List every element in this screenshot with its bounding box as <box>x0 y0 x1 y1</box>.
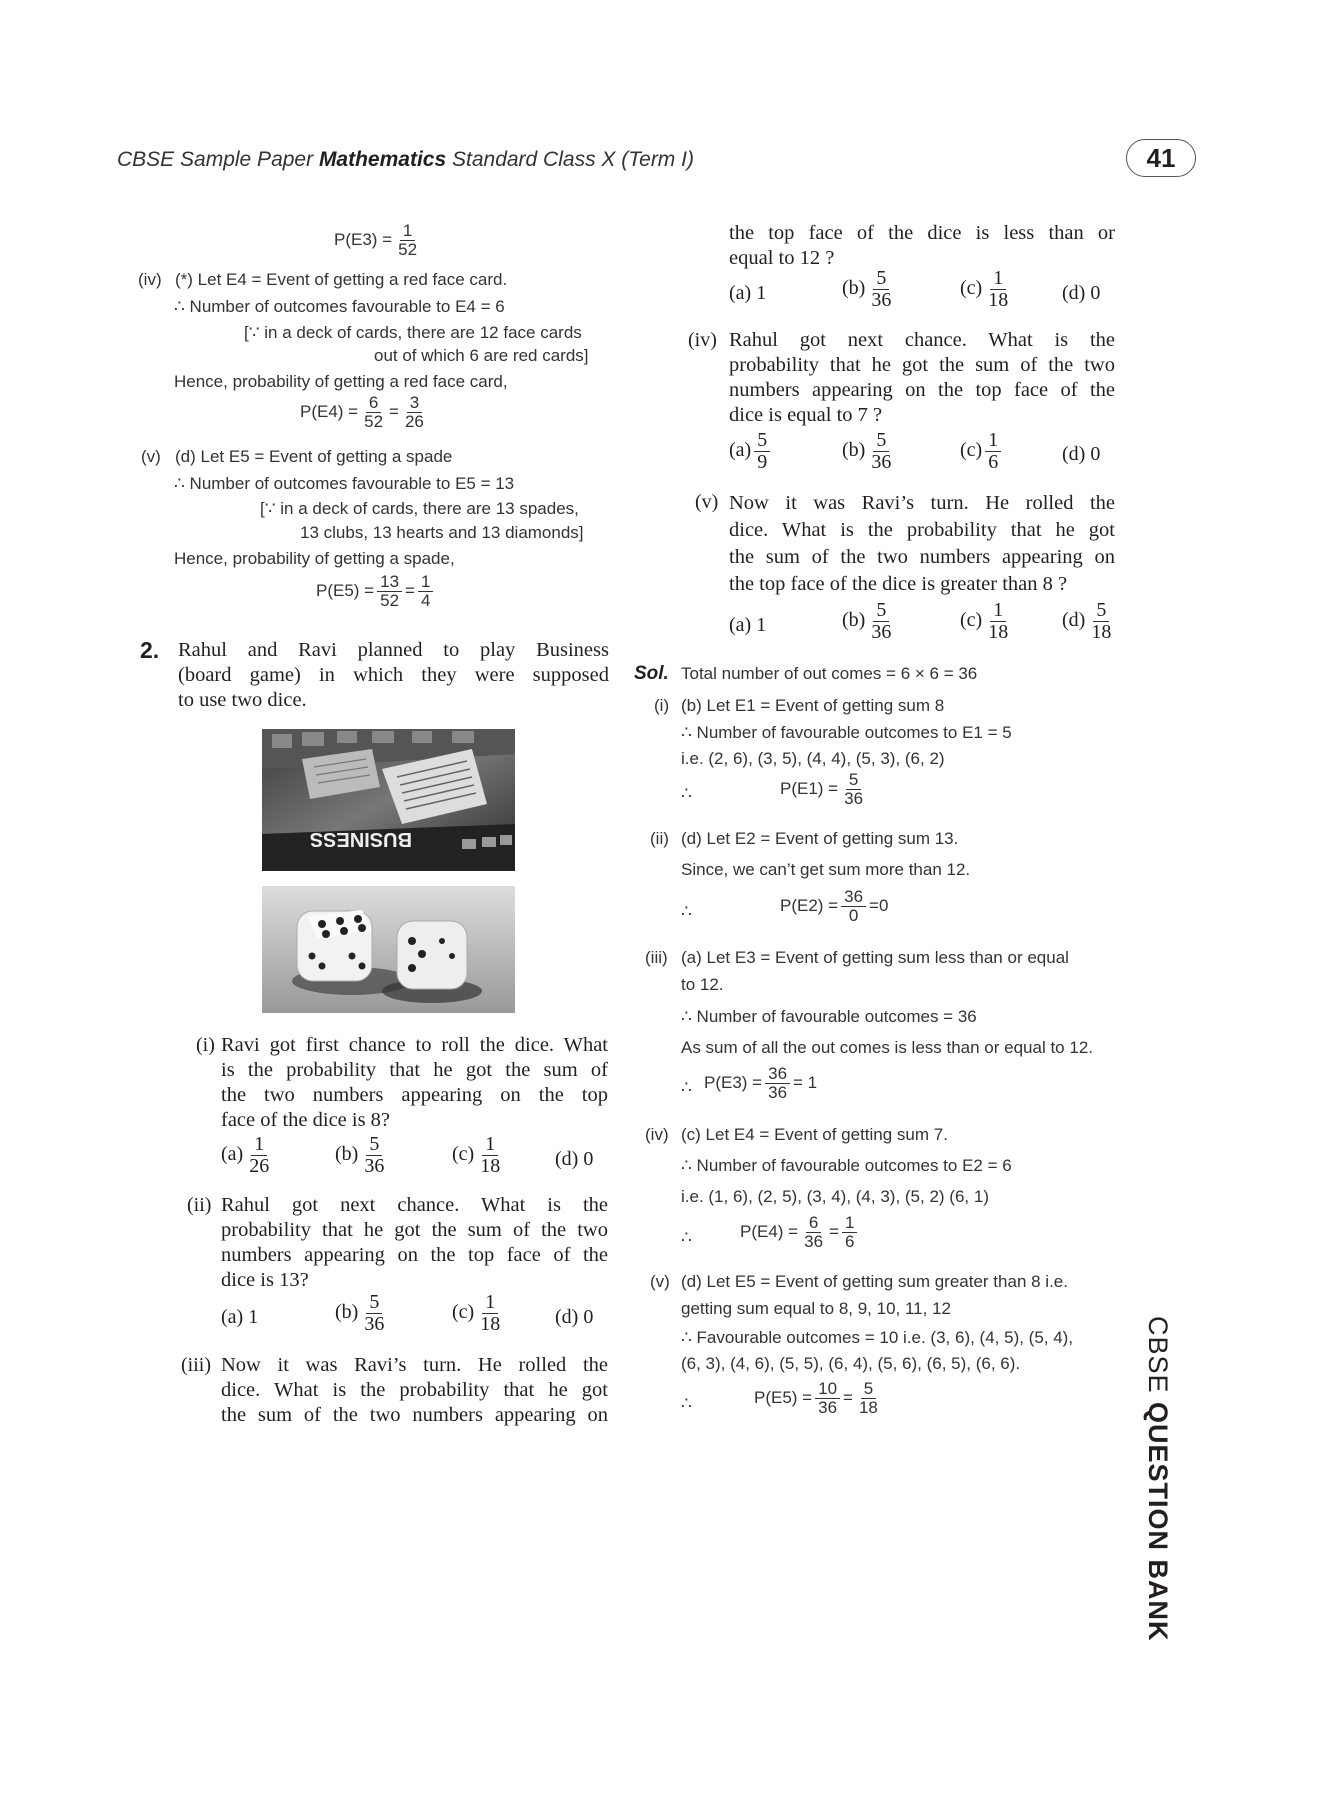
q-ii-text: Rahul got next chance. What is the probability that he got the sum of the two numbers appearing on the top face of the dice is 13? <box>221 1194 608 1291</box>
board-logo-text: BUSINESS <box>309 828 412 850</box>
q-v-option-d[interactable]: (d) $\frac{5}{18}$ <box>1062 599 1112 643</box>
equation-sol-pe2: P(E2) = $\frac{36}{0}$ =0 <box>780 887 889 925</box>
q-i-option-a[interactable]: (a) $\frac{1}{26}$ <box>221 1133 270 1177</box>
sol-v-line2: ∴ Number of outcomes favourable to E5 = 13 <box>174 474 515 493</box>
q-ii-label: (ii) <box>187 1194 212 1216</box>
q-iv-option-d[interactable]: (d) 0 <box>1062 443 1101 465</box>
q-iii-text: Now it was Ravi’s turn. He rolled the dice. What is the probability that he got the sum of the two numbers appearing on <box>221 1354 608 1426</box>
equation-sol-pe1: P(E1) = $\frac{5}{36}$ <box>780 770 864 808</box>
equation-pe3: P(E3) = $\frac{1}{52}$ <box>334 221 418 259</box>
sol-v-line1: (d) Let E5 = Event of getting a spade <box>175 447 453 466</box>
q-iv-label: (iv) <box>688 329 717 351</box>
q-ii-option-c[interactable]: (c) $\frac{1}{18}$ <box>452 1291 501 1335</box>
sol-iii-line3: ∴ Number of favourable outcomes = 36 <box>681 1007 977 1026</box>
equation-pe4: P(E4) = $\frac{6}{52}$ = $\frac{3}{26}$ <box>300 393 424 431</box>
sol-v-right-line1: (d) Let E5 = Event of getting sum greater than 8 i.e. <box>681 1272 1068 1291</box>
q-iii-label: (iii) <box>181 1354 211 1376</box>
board-game-photo <box>262 729 515 871</box>
sol-iv-right-line2: ∴ Number of favourable outcomes to E2 = 6 <box>681 1156 1012 1175</box>
sol-i-line2: ∴ Number of favourable outcomes to E1 = 5 <box>681 723 1012 742</box>
q-i-text: Ravi got first chance to roll the dice. What is the probability that he got the sum of the two numbers appearing on the top face of the dice is 8? <box>221 1034 608 1131</box>
q-iii-option-c[interactable]: (c) $\frac{1}{18}$ <box>960 267 1009 311</box>
q-iii-option-d[interactable]: (d) 0 <box>1062 282 1101 304</box>
q-iv-option-a[interactable]: (a) $\frac{5}{9}$ <box>729 430 773 473</box>
q-iii-option-b[interactable]: (b) $\frac{5}{36}$ <box>842 267 892 311</box>
equation-sol-pe3: P(E3) = $\frac{36}{36}$ = 1 <box>704 1064 818 1102</box>
sol-v-label-right: (v) <box>650 1272 670 1291</box>
sol-iii-label: (iii) <box>645 948 668 967</box>
q-ii-option-b[interactable]: (b) $\frac{5}{36}$ <box>335 1291 385 1335</box>
sol-v-right-line4: (6, 3), (4, 6), (5, 5), (6, 4), (5, 6), (6, 5), (6, 6). <box>681 1354 1021 1373</box>
sol-iv-line5: Hence, probability of getting a red face card, <box>174 372 508 391</box>
sol-iii-line1: (a) Let E3 = Event of getting sum less than or equal <box>681 948 1069 967</box>
sol-iv-label-right: (iv) <box>645 1125 669 1144</box>
sol-ii-label: (ii) <box>650 829 669 848</box>
q-v-option-a[interactable]: (a) 1 <box>729 614 767 636</box>
equation-pe5: P(E5) = $\frac{13}{52}$ = $\frac{1}{4}$ <box>316 573 436 610</box>
therefore-symbol: ∴ <box>681 1078 692 1097</box>
sol-v-label: (v) <box>141 447 161 466</box>
sol-v-right-line3: ∴ Favourable outcomes = 10 i.e. (3, 6), (4, 5), (5, 4), <box>681 1328 1074 1347</box>
sol-iv-label: (iv) <box>138 270 162 289</box>
sol-iv-right-line3: i.e. (1, 6), (2, 5), (3, 4), (4, 3), (5, 2) (6, 1) <box>681 1187 989 1206</box>
page-number: 41 <box>1126 139 1196 177</box>
q-v-option-b[interactable]: (b) $\frac{5}{36}$ <box>842 599 892 643</box>
dice-photo <box>262 886 515 1013</box>
q-i-label: (i) <box>196 1034 215 1056</box>
q-iv-text: Rahul got next chance. What is the probability that he got the sum of the two numbers appearing on the top face of the dice is equal to 7 ? <box>729 329 1115 426</box>
q-iii-option-a[interactable]: (a) 1 <box>729 282 767 304</box>
sol-iv-line2: ∴ Number of outcomes favourable to E4 = 6 <box>174 297 505 316</box>
side-tab-label: CBSE QUESTION BANK <box>1143 1316 1173 1642</box>
sol-v-right-line2: getting sum equal to 8, 9, 10, 11, 12 <box>681 1299 951 1318</box>
therefore-symbol: ∴ <box>681 902 692 921</box>
sol-v-line4: 13 clubs, 13 hearts and 13 diamonds] <box>300 523 584 542</box>
question-2-text: Rahul and Ravi planned to play Business (board game) in which they were supposed to use two dice. <box>178 639 609 711</box>
sol-iv-line1: (*) Let E4 = Event of getting a red face card. <box>175 270 508 289</box>
therefore-symbol: ∴ <box>681 1228 692 1247</box>
q-v-label: (v) <box>695 491 719 513</box>
sol-total: Total number of out comes = 6 × 6 = 36 <box>681 664 978 683</box>
question-number: 2. <box>140 637 160 663</box>
sol-iii-line2: to 12. <box>681 975 724 994</box>
q-v-option-c[interactable]: (c) $\frac{1}{18}$ <box>960 599 1009 643</box>
q-iv-option-c[interactable]: (c) $\frac{1}{6}$ <box>960 430 1004 473</box>
q-v-text: Now it was Ravi’s turn. He rolled the dice. What is the probability that he got the sum of the two numbers appearing on the top face of the dice is greater than 8 ? <box>729 492 1115 595</box>
sol-i-label: (i) <box>654 696 670 715</box>
q-iii-text-continued: the top face of the dice is less than or equal to 12 ? <box>729 222 1115 269</box>
sol-iv-right-line1: (c) Let E4 = Event of getting sum 7. <box>681 1125 948 1144</box>
q-iv-option-b[interactable]: (b) $\frac{5}{36}$ <box>842 429 892 473</box>
q-i-option-d[interactable]: (d) 0 <box>555 1148 594 1170</box>
sol-i-line3: i.e. (2, 6), (3, 5), (4, 4), (5, 3), (6, 2) <box>681 749 945 768</box>
sol-v-line3: [∵ in a deck of cards, there are 13 spades, <box>260 499 579 518</box>
sol-ii-line1: (d) Let E2 = Event of getting sum 13. <box>681 829 959 848</box>
q-ii-option-a[interactable]: (a) 1 <box>221 1306 259 1328</box>
sol-iv-line4: out of which 6 are red cards] <box>374 346 589 365</box>
q-i-option-c[interactable]: (c) $\frac{1}{18}$ <box>452 1133 501 1177</box>
therefore-symbol: ∴ <box>681 784 692 803</box>
equation-sol-pe5: P(E5) = $\frac{10}{36}$ = $\frac{5}{18}$ <box>754 1379 878 1417</box>
running-header: CBSE Sample Paper Mathematics Standard Class X (Term I) <box>117 148 694 171</box>
sol-ii-line2: Since, we can’t get sum more than 12. <box>681 860 971 879</box>
q-i-option-b[interactable]: (b) $\frac{5}{36}$ <box>335 1133 385 1177</box>
sol-iv-line3: [∵ in a deck of cards, there are 12 face cards <box>244 323 582 342</box>
q-ii-option-d[interactable]: (d) 0 <box>555 1306 594 1328</box>
sol-v-line5: Hence, probability of getting a spade, <box>174 549 455 568</box>
sol-i-line1: (b) Let E1 = Event of getting sum 8 <box>681 696 945 715</box>
sol-iii-line4: As sum of all the out comes is less than or equal to 12. <box>681 1038 1093 1057</box>
solution-label: Sol. <box>634 663 669 684</box>
equation-sol-pe4: P(E4) = $\frac{6}{36}$ = $\frac{1}{6}$ <box>740 1214 860 1251</box>
therefore-symbol: ∴ <box>681 1394 692 1413</box>
